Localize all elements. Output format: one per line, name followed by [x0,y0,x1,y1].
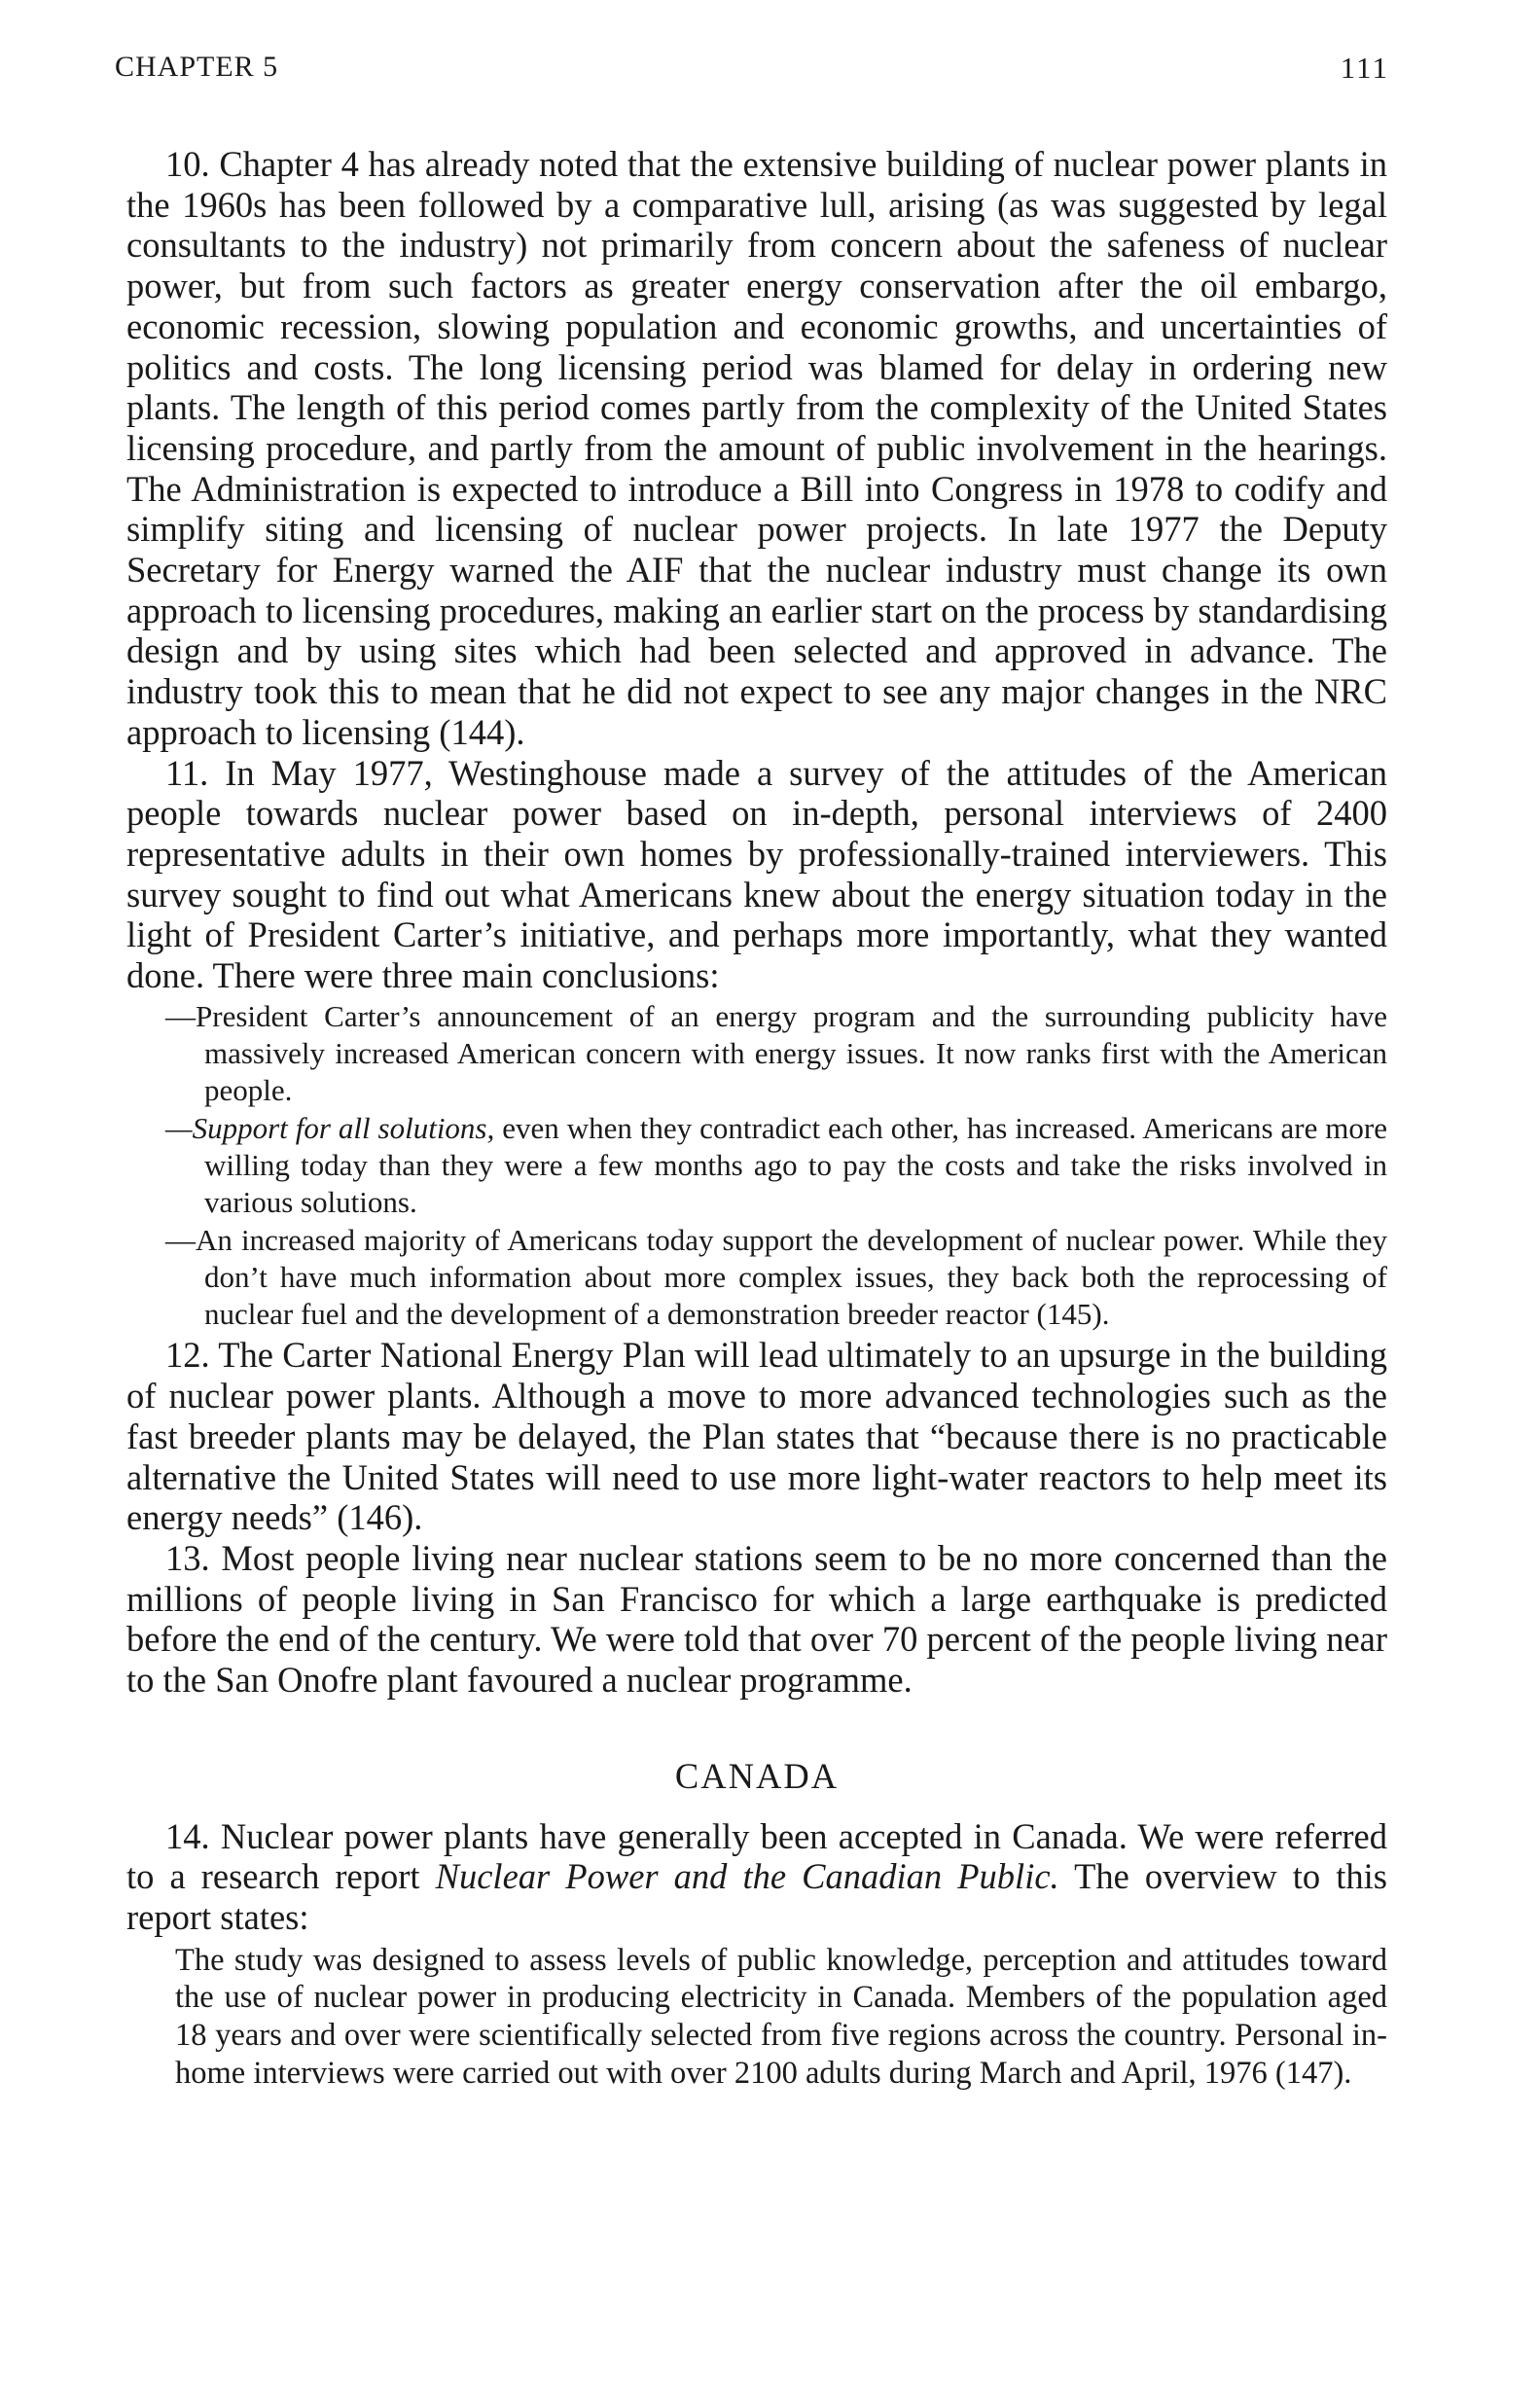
paragraph-12: 12. The Carter National Energy Plan will lead ultimately to an upsurge in the building of nuclear power plants. Although a move to more advanced technologies such as the fast breeder plants may be delayed, the Plan states that “because there is no practicable alternative the United States will need to use more light-water reactors to help meet its energy needs” (146). [126,1335,1387,1538]
conclusion-text: even when they contradict each other, has increased. Americans are more willing today than they were a few months ago to pay the costs and take the risks involved in various solutions. [204,1110,1387,1220]
running-head: CHAPTER 5 [115,51,279,83]
page-number: 111 [1340,51,1389,85]
conclusions-list [165,998,1387,1334]
paragraph-14-start: 14. Nuclear power plants have generally been accepted in Canada. We were referred to a research report [126,1815,1387,1897]
paragraph-11: 11. In May 1977, Westinghouse made a survey of the attitudes of the American people towards nuclear power based on in-depth, personal interviews of 2400 representative adults in their own homes by professionally-trained interviewers. This survey sought to find out what Americans knew about the energy situation today in the light of President Carter’s initiative, and perhaps more importantly, what they wanted done. There were three main conclusions: [126,752,1387,996]
section-heading-canada: CANADA [674,1755,840,1796]
page-header [115,51,1389,99]
paragraph-10: 10. Chapter 4 has already noted that the extensive building of nuclear power plants in the 1960s has been followed by a comparative lull, arising (as was suggested by legal consultants to the industry) not primarily from concern about the safeness of nuclear power, but from such factors as greater energy conservation after the oil embargo, economic recession, slowing population and economic growths, and uncertainties of politics and costs. The long licensing period was blamed for delay in ordering new plants. The length of this period comes partly from the complexity of the United States licensing procedure, and partly from the amount of public involvement in the hearings. The Administration is expected to introduce a Bill into Congress in 1978 to codify and simplify siting and licensing of nuclear power projects. In late 1977 the Deputy Secretary for Energy warned the AIF that the nuclear industry must change its own approach to licensing procedures, making an earlier start on the process by standardising design and by using sites which had been selected and approved in advance. The industry took this to mean that he did not expect to see any major changes in the NRC approach to licensing (144). [126,144,1387,752]
report-title: Nuclear Power and the Canadian Public. [435,1856,1059,1897]
paragraph-14-end: The overview to this report states: [126,1856,1387,1938]
conclusion-item [165,1110,1387,1222]
paragraph-14 [126,1816,1387,1938]
conclusion-item: —An increased majority of Americans today support the development of nuclear power. While they don’t have much information about more complex issues, they back both the reprocessing of nuclear fuel and the development of a demonstration breeder reactor (145). [165,1222,1387,1332]
conclusion-item: —President Carter’s announcement of an energy program and the surrounding publicity have massively increased American concern with energy issues. It now ranks first with the American people. [165,998,1387,1108]
report-overview-quote: The study was designed to assess levels of public knowledge, perception and attitudes toward the use of nuclear power in producing electricity in Canada. Members of the population aged 18 years and over were scientifically selected from five regions across the country. Personal in-home interviews were carried out with over 2100 adults during March and April, 1976 (147). [175,1942,1387,2091]
page-body [126,144,1387,2092]
paragraph-13: 13. Most people living near nuclear stations seem to be no more concerned than the millions of people living in San Francisco for which a large earthquake is predicted before the end of the century. We were told that over 70 percent of the people living near to the San Onofre plant favoured a nuclear programme. [126,1537,1387,1701]
conclusion-italic-lead: —Support for all solutions, [165,1110,495,1145]
